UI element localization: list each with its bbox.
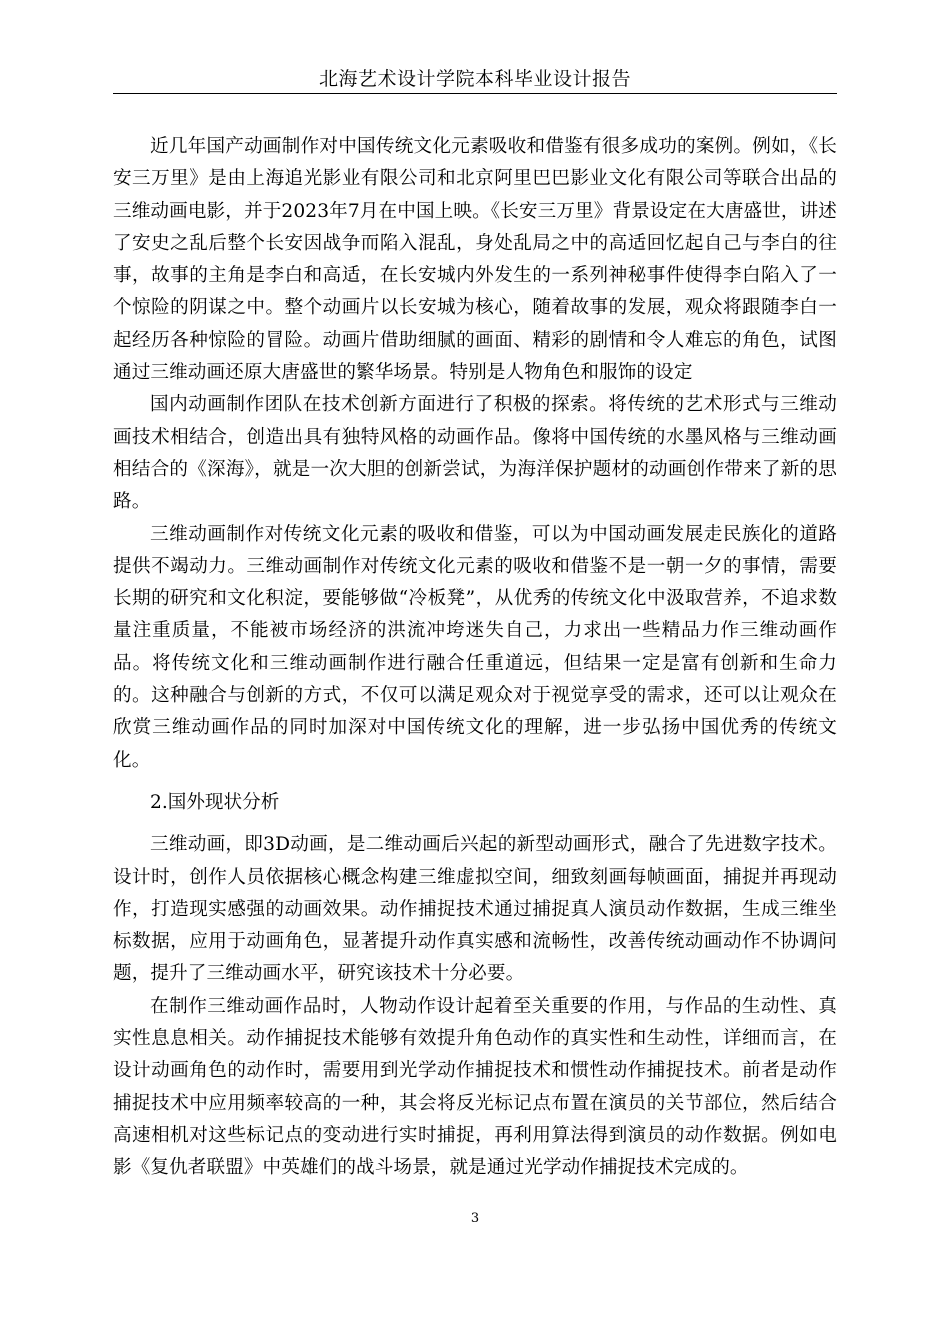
paragraph-4: 三维动画，即3D动画，是二维动画后兴起的新型动画形式，融合了先进数字技术。设计时，创作人员依据核心概念构建三维虚拟空间，细致刻画每帧画面，捕捉并再现动作，打造现实感强的动画效果。动作捕捉技术通过捕捉真人演员动作数据，生成三维坐标数据，应用于动画角色，显著提升动作真实感和流畅性，改善传统动画动作不协调问题，提升了三维动画水平，研究该技术十分必要。 xyxy=(113,834,837,985)
page-number: 3 xyxy=(470,1211,480,1226)
paragraph-2: 国内动画制作团队在技术创新方面进行了积极的探索。将传统的艺术形式与三维动画技术相结合，创造出具有独特风格的动画作品。像将中国传统的水墨风格与三维动画相结合的《深海》，就是一次大胆的创新尝试，为海洋保护题材的动画创作带来了新的思路。 xyxy=(113,394,837,513)
running-header: 北海艺术设计学院本科毕业设计报告 xyxy=(318,68,631,90)
section-heading: 2.国外现状分析 xyxy=(150,791,280,813)
paragraph-5: 在制作三维动画作品时，人物动作设计起着至关重要的作用，与作品的生动性、真实性息息相关。动作捕捉技术能够有效提升角色动作的真实性和生动性，详细而言，在设计动画角色的动作时，需要用到光学动作捕捉技术和惯性动作捕捉技术。前者是动作捕捉技术中应用频率较高的一种，其会将反光标记点布置在演员的关节部位，然后结合高速相机对这些标记点的变动进行实时捕捉，再利用算法得到演员的动作数据。例如电影《复仇者联盟》中英雄们的战斗场景，就是通过光学动作捕捉技术完成的。 xyxy=(113,995,837,1179)
body-text xyxy=(113,131,837,1185)
header-rule xyxy=(113,93,837,94)
paragraph-3: 三维动画制作对传统文化元素的吸收和借鉴，可以为中国动画发展走民族化的道路提供不竭动力。三维动画制作对传统文化元素的吸收和借鉴不是一朝一夕的事情，需要长期的研究和文化积淀，要能够做“冷板凳”，从优秀的传统文化中汲取营养，不追求数量注重质量，不能被市场经济的洪流冲垮迷失自己，力求出一些精品力作三维动画作品。将传统文化和三维动画制作进行融合任重道远，但结果一定是富有创新和生命力的。这种融合与创新的方式，不仅可以满足观众对于视觉享受的需求，还可以让观众在欣赏三维动画作品的同时加深对中国传统文化的理解，进一步弘扬中国优秀的传统文化。 xyxy=(113,523,837,771)
paragraph-1: 近几年国产动画制作对中国传统文化元素吸收和借鉴有很多成功的案例。例如，《长安三万里》是由上海追光影业有限公司和北京阿里巴巴影业文化有限公司等联合出品的三维动画电影，并于2023年7月在中国上映。《长安三万里》背景设定在大唐盛世，讲述了安史之乱后整个长安因战争而陷入混乱，身处乱局之中的高适回忆起自己与李白的往事，故事的主角是李白和高适，在长安城内外发生的一系列神秘事件使得李白陷入了一个惊险的阴谋之中。整个动画片以长安城为核心，随着故事的发展，观众将跟随李白一起经历各种惊险的冒险。动画片借助细腻的画面、精彩的剧情和令人难忘的角色，试图通过三维动画还原大唐盛世的繁华场景。特别是人物角色和服饰的设定 xyxy=(113,136,837,384)
